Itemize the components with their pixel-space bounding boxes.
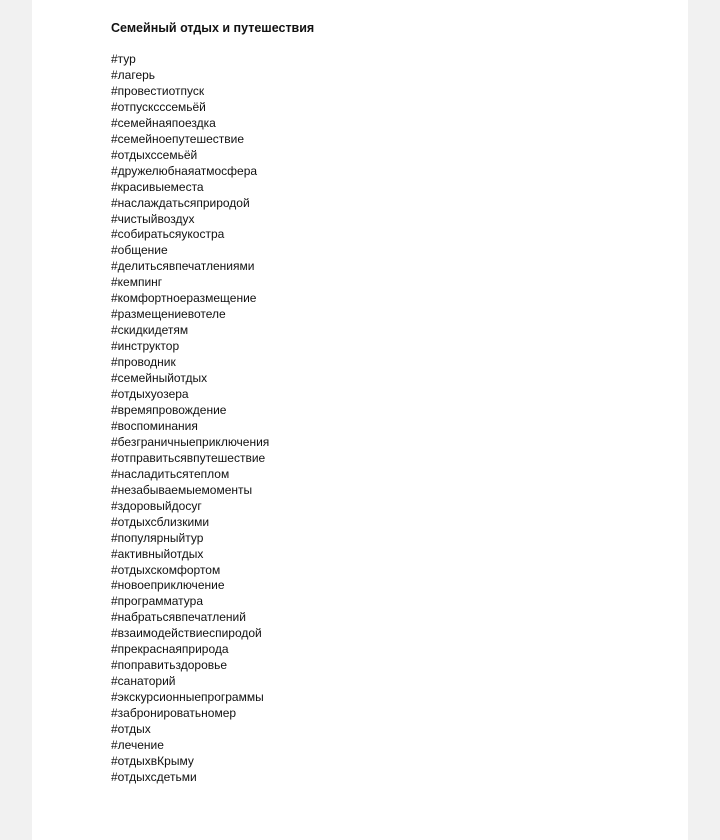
document-title: Семейный отдых и путешествия: [111, 21, 315, 35]
hashtag-item: #семейнаяпоездка: [111, 115, 216, 130]
hashtag-item: #провестиотпуск: [111, 83, 205, 98]
hashtag-item: #забронироватьномер: [111, 706, 237, 721]
hashtag-item: #прекраснаяприрода: [111, 642, 229, 657]
hashtag-item: #времяпровождение: [111, 402, 227, 417]
hashtag-item: #кемпинг: [111, 275, 163, 290]
hashtag-item: #отдыхссемьёй: [111, 147, 198, 162]
hashtag-item: #популярныйтур: [111, 530, 204, 545]
hashtag-item: #отдыхскомфортом: [111, 562, 221, 577]
hashtag-item: #наслаждатьсяприродой: [111, 195, 250, 210]
hashtag-item: #размещениевотеле: [111, 307, 226, 322]
hashtag-item: #воспоминания: [111, 418, 198, 433]
hashtag-item: #лагерь: [111, 67, 156, 82]
document-page: [32, 0, 688, 840]
hashtag-item: #отдыхсблизкими: [111, 514, 210, 529]
hashtag-item: #отдыхвКрыму: [111, 753, 194, 768]
hashtag-item: #незабываемыемоменты: [111, 482, 253, 497]
hashtag-item: #комфортноеразмещение: [111, 291, 257, 306]
hashtag-item: #поправитьздоровье: [111, 658, 228, 673]
hashtag-item: #дружелюбнаяатмосфера: [111, 163, 258, 178]
hashtag-item: #набратьсявпечатлений: [111, 610, 246, 625]
hashtag-item: #лечение: [111, 737, 164, 752]
document-content: [111, 20, 671, 786]
hashtag-item: #собиратьсяукостра: [111, 227, 225, 242]
hashtag-item: #новоеприключение: [111, 578, 225, 593]
hashtag-item: #активныйотдых: [111, 546, 204, 561]
hashtag-item: #проводник: [111, 355, 176, 370]
hashtag-item: #общение: [111, 243, 168, 258]
hashtag-item: #отдыхуозера: [111, 387, 189, 402]
hashtag-item: #отправитьсявпутешествие: [111, 450, 266, 465]
hashtag-item: #здоровыйдосуг: [111, 498, 202, 513]
hashtag-item: #отпусксссемьёй: [111, 99, 206, 114]
hashtag-item: #насладитьсятеплом: [111, 466, 230, 481]
hashtag-item: #тур: [111, 52, 136, 66]
hashtag-item: #программатура: [111, 594, 203, 609]
hashtag-item: #безграничныеприключения: [111, 434, 270, 449]
hashtag-item: #скидкидетям: [111, 323, 189, 338]
hashtag-item: #чистыйвоздух: [111, 211, 195, 226]
hashtag-item: #семейноепутешествие: [111, 131, 245, 146]
hashtag-list: [111, 52, 671, 786]
hashtag-item: #санаторий: [111, 674, 176, 689]
hashtag-item: #красивыеместа: [111, 179, 204, 194]
hashtag-item: #делитьсявпечатлениями: [111, 259, 255, 274]
hashtag-item: #взаимодействиеспиродой: [111, 626, 262, 641]
hashtag-item: #инструктор: [111, 339, 180, 354]
hashtag-item: #отдых: [111, 722, 151, 737]
hashtag-item: #экскурсионныепрограммы: [111, 690, 264, 705]
hashtag-item: #семейныйотдых: [111, 371, 208, 386]
hashtag-item: #отдыхсдетьми: [111, 769, 197, 784]
